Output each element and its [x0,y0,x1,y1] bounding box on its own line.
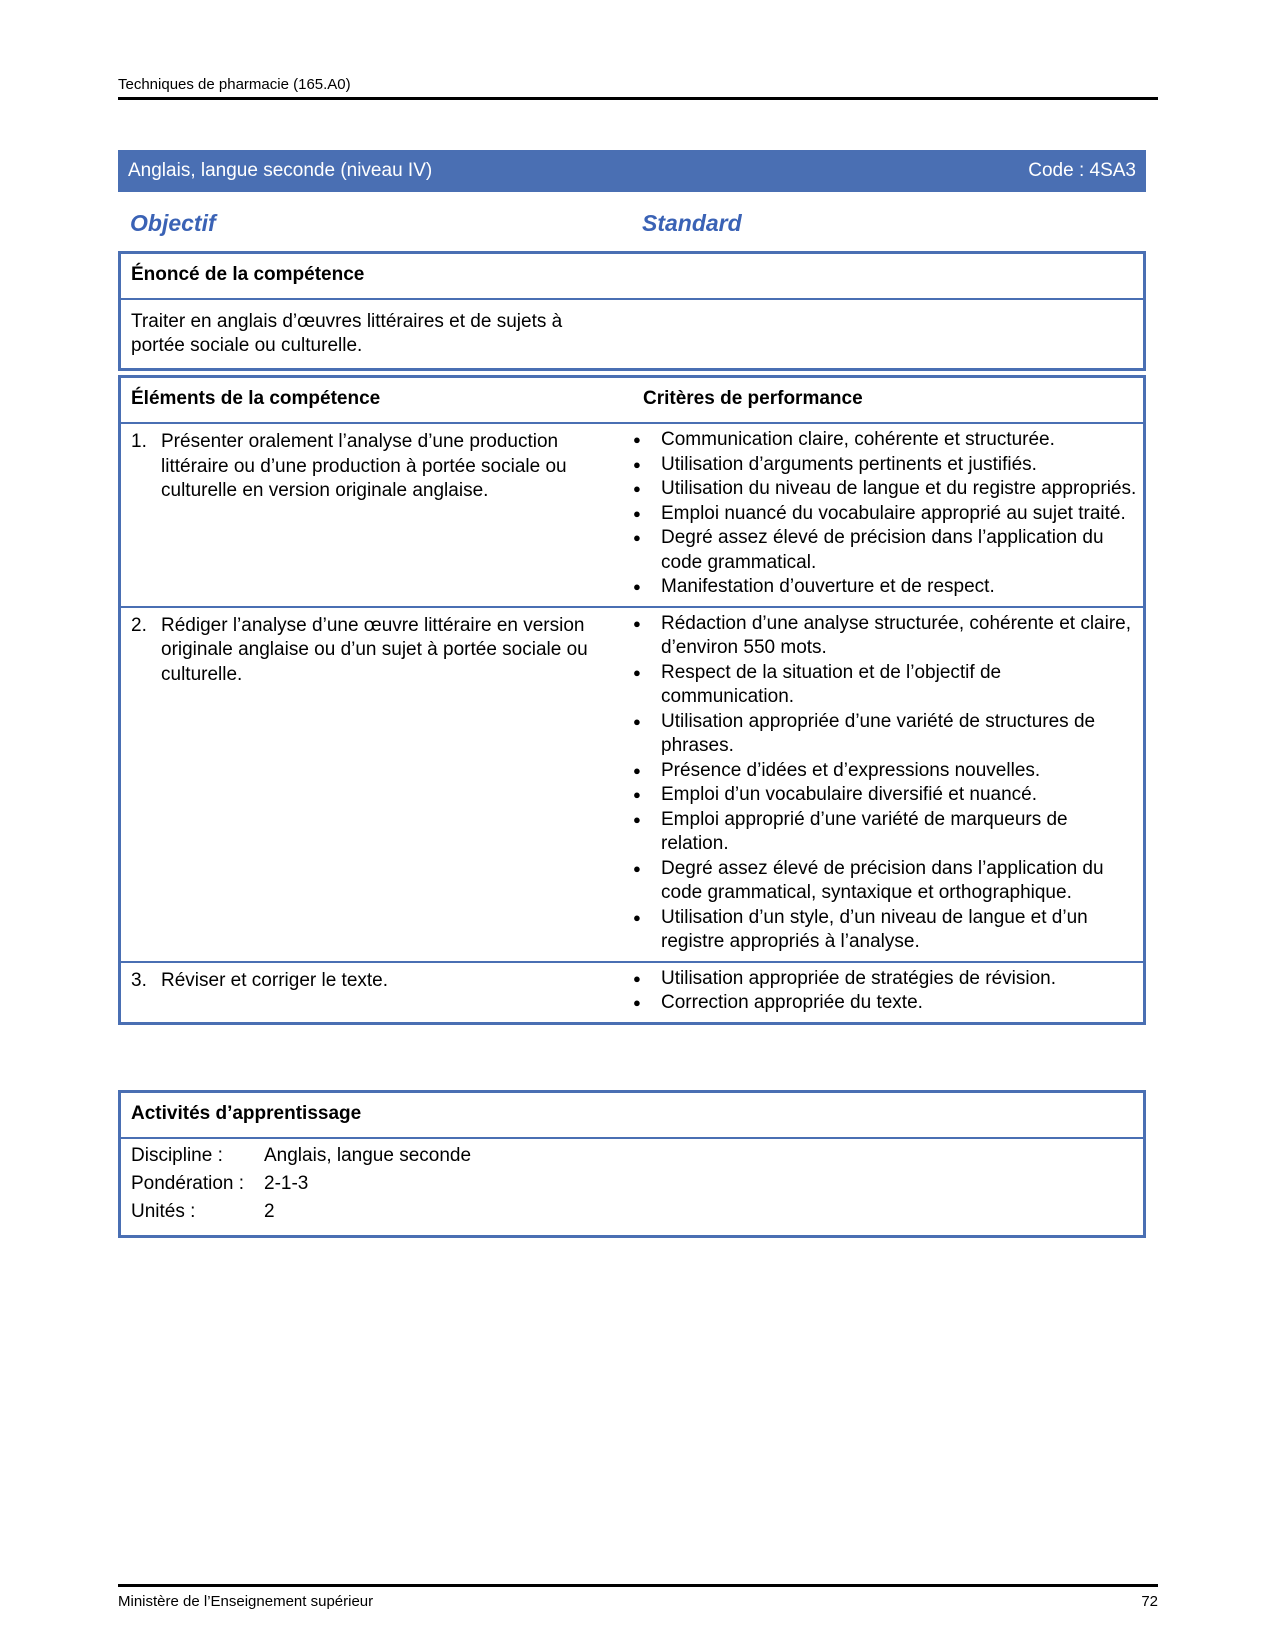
criterion-item [633,710,1143,759]
criterion-item [633,906,1143,955]
criteria-cell [633,608,1143,961]
bullet-icon: ● [633,995,641,1010]
discipline-label: Discipline : [131,1145,223,1166]
ponderation-value: 2-1-3 [264,1173,309,1194]
criterion-text: Degré assez élevé de précision dans l’application du code grammatical. [661,527,1104,573]
activites-line [121,1199,1143,1227]
bullet-icon: ● [633,530,641,545]
course-title-bar [118,150,1146,192]
criterion-item [633,808,1143,857]
page-number: 72 [1141,1593,1158,1610]
element-text: Réviser et corriger le texte. [161,969,389,991]
activites-lines [121,1139,1143,1235]
element-number: 1. [131,431,147,452]
activites-line [121,1143,1143,1171]
criterion-item [633,502,1143,527]
bullet-icon: ● [633,713,641,729]
element-cell [121,963,633,1022]
elements-box [118,375,1146,1025]
element-number: 2. [131,614,147,636]
criterion-text: Correction appropriée du texte. [661,992,923,1013]
standard-heading: Standard [642,210,742,236]
enonce-text: Traiter en anglais d’œuvres littéraires et de sujets à portée sociale ou culturelle. [131,311,563,356]
criterion-item [633,759,1143,784]
objective-heading: Objectif [130,210,216,236]
element-text: Rédiger l’analyse d’une œuvre littéraire en version originale anglaise ou d’un sujet à portée sociale ou culturelle. [161,614,588,685]
criterion-text: Emploi d’un vocabulaire diversifié et nuancé. [661,784,1037,805]
elements-heading: Éléments de la compétence [131,388,381,409]
criterion-item [633,428,1143,453]
element-number: 3. [131,969,147,991]
criterion-item [633,857,1143,906]
criterion-item [633,477,1143,502]
bullet-icon: ● [633,811,641,827]
element-row [121,424,1143,608]
criterion-item [633,661,1143,710]
course-code: Code : 4SA3 [1028,160,1136,181]
objective-standard-row [130,210,1140,237]
element-row [121,963,1143,1022]
element-cell [121,608,633,961]
bullet-icon: ● [633,505,641,521]
criterion-text: Communication claire, cohérente et structurée. [661,429,1055,450]
bullet-icon: ● [633,664,641,680]
criterion-text: Utilisation du niveau de langue et du registre appropriés. [661,478,1137,499]
bullet-icon: ● [633,432,641,447]
bullet-icon: ● [633,481,641,496]
criterion-text: Manifestation d’ouverture et de respect. [661,576,995,597]
criterion-text: Rédaction d’une analyse structurée, cohérente et claire, d’environ 550 mots. [661,612,1131,658]
running-foot [118,1584,1158,1610]
activites-line [121,1171,1143,1199]
element-row [121,608,1143,963]
ponderation-label: Pondération : [131,1173,245,1194]
unites-value: 2 [264,1201,275,1222]
elements-heading-row [121,378,1143,424]
criterion-text: Emploi approprié d’une variété de marqueurs de relation. [661,808,1068,854]
criteria-cell [633,963,1143,1022]
bullet-icon: ● [633,579,641,594]
elements-rows [121,424,1143,1022]
criterion-item [633,967,1143,992]
criterion-text: Présence d’idées et d’expressions nouvelles. [661,759,1041,781]
bullet-icon: ● [633,787,641,802]
criterion-text: Respect de la situation et de l’objectif de communication. [661,661,1002,707]
bullet-icon: ● [633,909,641,925]
criterion-item [633,453,1143,478]
unites-label: Unités : [131,1201,196,1222]
course-title: Anglais, langue seconde (niveau IV) [128,160,433,181]
activites-heading: Activités d’apprentissage [121,1093,1143,1139]
discipline-value: Anglais, langue seconde [264,1145,472,1166]
criteria-cell [633,424,1143,606]
criterion-text: Utilisation d’arguments pertinents et justifiés. [661,453,1037,475]
bullet-icon: ● [633,456,641,472]
criterion-item [633,612,1143,661]
element-text: Présenter oralement l’analyse d’une production littéraire ou d’une production à portée sociale ou culturelle en version originale anglaise. [161,431,567,501]
criterion-text: Utilisation d’un style, d’un niveau de langue et d’un registre appropriés à l’analyse. [661,906,1088,952]
criterion-text: Utilisation appropriée d’une variété de structures de phrases. [661,710,1096,756]
footer-ministry: Ministère de l’Enseignement supérieur [118,1593,374,1610]
criterion-text: Utilisation appropriée de stratégies de révision. [661,967,1056,989]
running-head: Techniques de pharmacie (165.A0) [118,76,1158,100]
criteria-heading: Critères de performance [643,388,863,409]
activites-box [118,1090,1146,1238]
criterion-text: Emploi nuancé du vocabulaire approprié au sujet traité. [661,502,1126,524]
enonce-heading: Énoncé de la compétence [121,254,1143,300]
bullet-icon: ● [633,762,641,778]
criterion-item [633,991,1143,1016]
criterion-item [633,783,1143,808]
element-cell [121,424,633,606]
criterion-item [633,575,1143,600]
criterion-item [633,526,1143,575]
enonce-box [118,251,1146,371]
bullet-icon: ● [633,970,641,986]
criterion-text: Degré assez élevé de précision dans l’application du code grammatical, syntaxique et orthographique. [661,857,1104,903]
bullet-icon: ● [633,860,641,876]
bullet-icon: ● [633,615,641,631]
